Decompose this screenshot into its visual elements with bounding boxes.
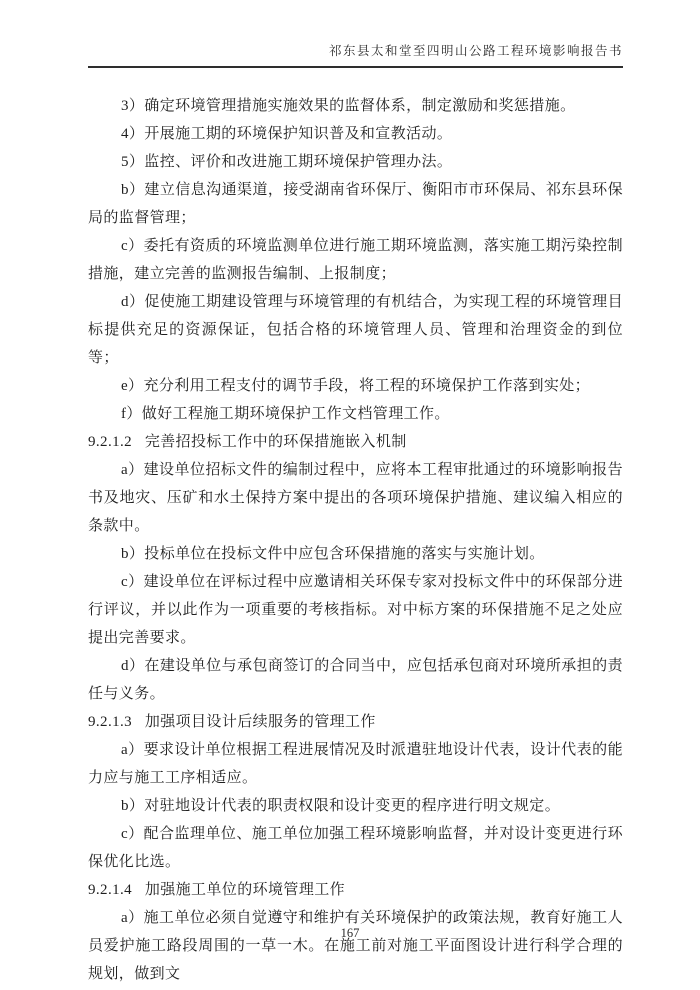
page-footer <box>0 926 700 941</box>
section-heading <box>88 708 623 736</box>
paragraph: b）投标单位在投标文件中应包含环保措施的落实与实施计划。 <box>121 546 545 562</box>
section-heading <box>88 428 623 456</box>
paragraph: c）委托有资质的环境监测单位进行施工期环境监测，落实施工期污染控制措施，建立完善的监测报告编制、上报制度； <box>88 238 623 282</box>
paragraph: c）建设单位在评标过程中应邀请相关环保专家对投标文件中的环保部分进行评议，并以此作为一项重要的考核指标。对中标方案的环保措施不足之处应提出完善要求。 <box>88 574 623 646</box>
page-number: 167 <box>340 926 360 940</box>
section-title: 加强施工单位的环境管理工作 <box>144 882 346 898</box>
paragraph: e）充分利用工程支付的调节手段，将工程的环境保护工作落到实处； <box>121 378 591 394</box>
page-header <box>88 0 623 68</box>
section-title: 加强项目设计后续服务的管理工作 <box>144 714 376 730</box>
section-number: 9.2.1.3 <box>88 714 133 730</box>
paragraph: c）配合监理单位、施工单位加强工程环境影响监督，并对设计变更进行环保优化比选。 <box>88 826 623 870</box>
paragraph: 3）确定环境管理措施实施效果的监督体系，制定激励和奖惩措施。 <box>121 98 576 114</box>
paragraph: d）在建设单位与承包商签订的合同当中，应包括承包商对环境所承担的责任与义务。 <box>88 658 623 702</box>
section-number: 9.2.1.2 <box>88 434 133 450</box>
paragraph: d）促使施工期建设管理与环境管理的有机结合，为实现工程的环境管理目标提供充足的资源保证，包括合格的环境管理人员、管理和治理资金的到位等； <box>88 294 623 366</box>
paragraph: b）对驻地设计代表的职责权限和设计变更的程序进行明文规定。 <box>121 798 561 814</box>
section-title: 完善招投标工作中的环保措施嵌入机制 <box>144 434 407 450</box>
section-heading <box>88 876 623 904</box>
paragraph: b）建立信息沟通渠道，接受湖南省环保厅、衡阳市市环保局、祁东县环保局的监督管理； <box>88 182 623 226</box>
paragraph: a）要求设计单位根据工程进展情况及时派遣驻地设计代表，设计代表的能力应与施工工序相适应。 <box>88 742 623 786</box>
paragraph: f）做好工程施工期环境保护工作文档管理工作。 <box>121 406 450 422</box>
section-number: 9.2.1.4 <box>88 882 133 898</box>
paragraph: a）施工单位必须自觉遵守和维护有关环境保护的政策法规，教育好施工人员爱护施工路段周围的一草一木。在施工前对施工平面图设计进行科学合理的规划，做到文 <box>88 910 623 982</box>
running-header-title: 祁东县太和堂至四明山公路工程环境影响报告书 <box>328 44 623 58</box>
paragraph: 5）监控、评价和改进施工期环境保护管理办法。 <box>121 154 453 170</box>
document-body <box>88 92 623 988</box>
paragraph: a）建设单位招标文件的编制过程中，应将本工程审批通过的环境影响报告书及地灾、压矿和水土保持方案中提出的各项环境保护措施、建议编入相应的条款中。 <box>88 462 623 534</box>
paragraph: 4）开展施工期的环境保护知识普及和宣教活动。 <box>121 126 453 142</box>
